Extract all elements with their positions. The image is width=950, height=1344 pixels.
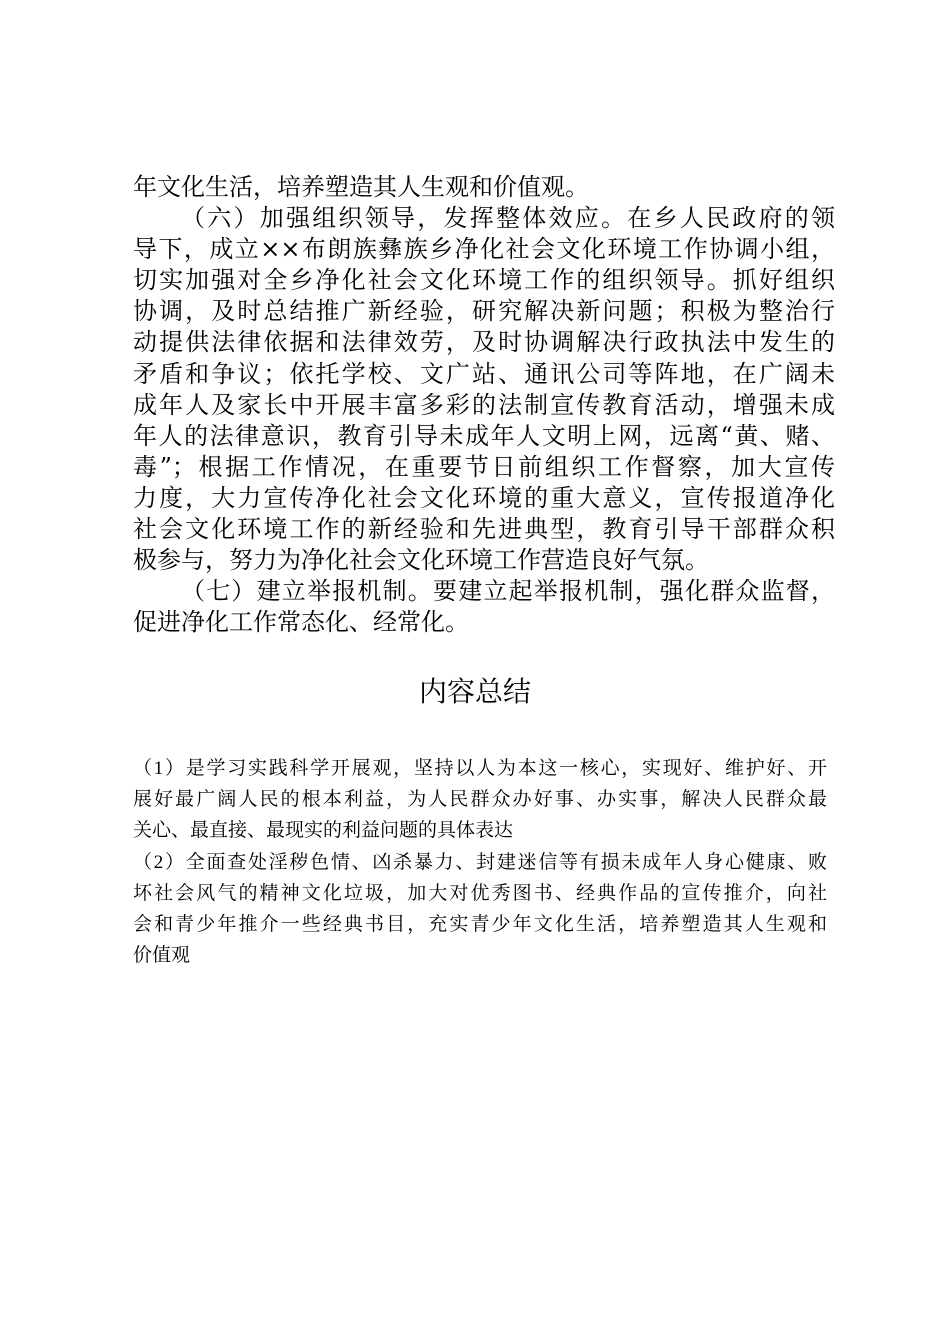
body-text — [133, 172, 835, 638]
body-line: 成年人及家长中开展丰富多彩的法制宣传教育活动，增强未成 — [133, 390, 835, 419]
body-line: 动提供法律依据和法律效劳，及时协调解决行政执法中发生的 — [133, 328, 835, 357]
summary-line: （1）是学习实践科学开展观，坚持以人为本这一核心，实现好、维护好、开 — [133, 758, 827, 779]
body-line: 促进净化工作常态化、经常化。 — [133, 608, 469, 637]
body-line: 极参与，努力为净化社会文化环境工作营造良好气氛。 — [133, 546, 709, 575]
summary-title: 内容总结 — [418, 675, 531, 708]
summary-line: 坏社会风气的精神文化垃圾，加大对优秀图书、经典作品的宣传推介，向社 — [133, 882, 827, 904]
body-line: 毒”；根据工作情况，在重要节日前组织工作督察，加大宣传 — [133, 452, 835, 481]
summary-line: 会和青少年推介一些经典书目，充实青少年文化生活，培养塑造其人生观和 — [133, 913, 827, 935]
body-line: 导下，成立××布朗族彝族乡净化社会文化环境工作协调小组， — [133, 235, 835, 264]
body-line: 协调，及时总结推广新经验，研究解决新问题；积极为整治行 — [133, 297, 835, 326]
body-line: 年文化生活，培养塑造其人生观和价值观。 — [133, 173, 589, 201]
body-line: （六）加强组织领导，发挥整体效应。在乡人民政府的领 — [181, 204, 835, 233]
body-line: 社会文化环境工作的新经验和先进典型，教育引导干部群众积 — [133, 515, 835, 544]
body-line: 切实加强对全乡净化社会文化环境工作的组织领导。抓好组织 — [133, 266, 835, 295]
summary-line: 展好最广阔人民的根本利益，为人民群众办好事、办实事，解决人民群众最 — [133, 789, 827, 811]
summary-line: （2）全面查处淫秽色情、凶杀暴力、封建迷信等有损未成年人身心健康、败 — [133, 851, 827, 873]
summary-line: 价值观 — [133, 945, 191, 967]
body-line: （七）建立举报机制。要建立起举报机制，强化群众监督， — [181, 577, 835, 606]
body-line: 年人的法律意识，教育引导未成年人文明上网，远离“黄、赌、 — [133, 421, 835, 450]
body-line: 矛盾和争议；依托学校、文广站、通讯公司等阵地，在广阔未 — [133, 359, 835, 388]
summary-text — [133, 753, 827, 971]
body-line: 力度，大力宣传净化社会文化环境的重大意义，宣传报道净化 — [133, 483, 835, 512]
summary-line: 关心、最直接、最现实的利益问题的具体表达 — [133, 820, 514, 842]
